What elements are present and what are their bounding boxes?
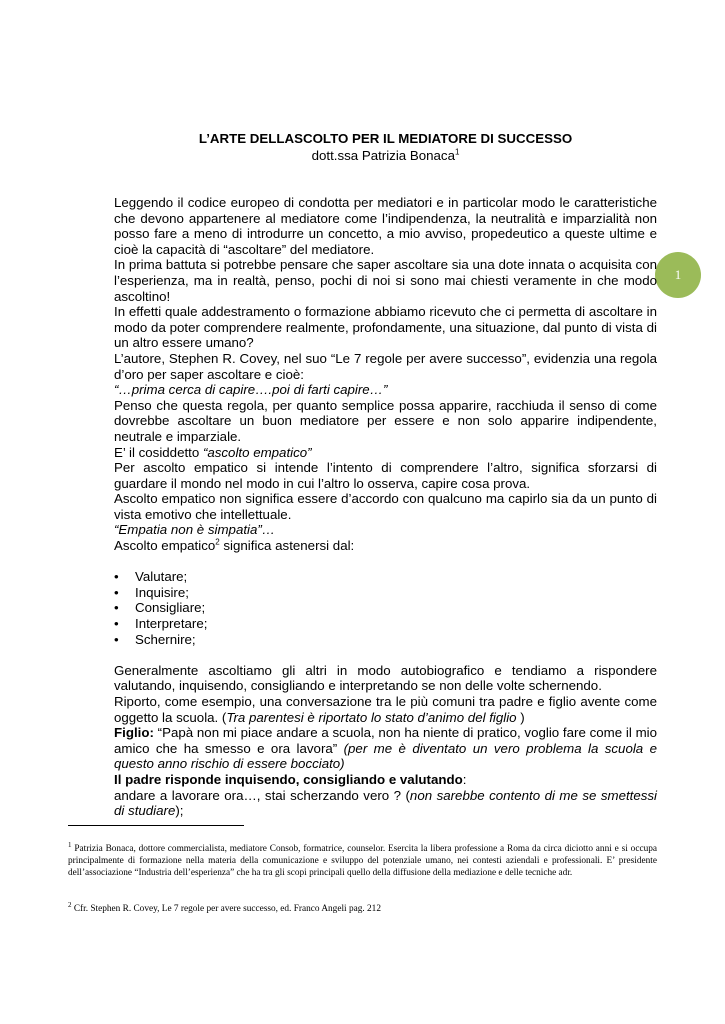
paragraph: E’ il cosiddetto “ascolto empatico” [114,444,312,460]
quote: “Empatia non è simpatia”… [114,522,276,538]
title-block [114,130,657,164]
paragraph: Ascolto empatico non significa essere d’accordo con qualcuno ma capirlo sia da un punto di vista emotivo che intellettuale. [114,491,657,522]
paragraph: Generalmente ascoltiamo gli altri in modo autobiografico e tendiamo a rispondere valutando, inquisendo, consigliando e interpretando se non delle volte schernendo. [114,662,657,694]
footnote-ref-1[interactable]: 1 [454,147,460,157]
paragraph: andare a lavorare ora…, stai scherzando vero ? (non sarebbe contento di me se smettessi di studiare); [114,787,657,819]
footnote-separator [68,825,244,826]
list-item: • Valutare; [114,569,657,585]
footnotes [68,840,657,915]
paragraph: Riporto, come esempio, una conversazione tra le più comuni tra padre e figlio avente come oggetto la scuola. (Tra parentesi è riportato lo stato d’animo del figlio ) [114,694,657,725]
list-item: • Schernire; [114,632,657,648]
paragraph: Penso che questa regola, per quanto semplice possa apparire, racchiuda il senso di come dovrebbe ascoltare un buon mediatore per essere e non solo apparire indipendente, neutrale e imparziale. [114,397,657,444]
footnote-1: $^1$ Patrizia Bonaca, dottore commercialista, mediatore Consob, formatrice, counselor. Esercita la libera professione a Roma da circa diciotto anni e si occupa principalmente di formazione nella materia della comunicazione e sviluppo del potenziale umano, nei contesti aziendali e professionali. E’ presidente dell’associazione “Industria dell’esperienza” che ha tra gli scopi principali quello della diffusione della mediazione e delle tecniche adr. [68,840,657,879]
footnote-2: $^2$ Cfr. Stephen R. Covey, Le 7 regole per avere successo, ed. Franco Angeli pag. 212 [68,900,381,914]
list-item: • Interpretare; [114,616,657,632]
paragraph: L’autore, Stephen R. Covey, nel suo “Le 7 regole per avere successo”, evidenzia una regola d’oro per saper ascoltare e cioè: [114,350,657,382]
paragraph: Figlio: “Papà non mi piace andare a scuola, non ha niente di pratico, voglio fare come il mio amico che ha smesso e ora lavora” (per me è diventato un vero problema la scuola e questo anno rischio di essere bocciato) [114,725,657,772]
page-number-badge: 1 [655,252,701,298]
paragraph: In effetti quale addestramento o formazione abbiamo ricevuto che ci permetta di ascoltare in modo da poter comprendere realmente, profondamente, una situazione, dal punto di vista di un altro essere umano? [114,304,657,351]
paragraph: Leggendo il codice europeo di condotta per mediatori e in particolar modo le caratteristiche che devono appartenere al mediatore come l’indipendenza, la neutralità e imparzialità non posso fare a meno di introdurre un concetto, a mio avviso, propedeutico a queste ultime e cioè la capacità di “ascoltare” del mediatore. [114,195,657,257]
paragraph: In prima battuta si potrebbe pensare che saper ascoltare sia una dote innata o acquisita con l’esperienza, ma in realtà, penso, pochi di noi si sono mai chiesti veramente in che modo ascoltino! [114,257,657,304]
paragraph: Ascolto empatico$^2$ significa astenersi dal: [114,537,355,554]
quote: “…prima cerca di capire….poi di farti capire…” [114,382,388,398]
body-text [114,195,657,819]
paragraph: Per ascolto empatico si intende l’intento di comprendere l’altro, significa sforzarsi di guardare il mondo nel modo in cui l’altro lo osserva, capire cosa prova. [114,460,657,491]
document-title: L’ARTE DELLASCOLTO PER IL MEDIATORE DI SUCCESSO [198,131,573,146]
bullet-list [114,569,657,647]
list-item: • Consigliare; [114,600,657,616]
paragraph: Il padre risponde inquisendo, consigliando e valutando: [114,771,467,787]
list-item: • Inquisire; [114,585,657,601]
footnote-ref-2[interactable]: 2 [215,537,220,547]
document-author: dott.ssa Patrizia Bonaca$^1$ [311,147,460,163]
